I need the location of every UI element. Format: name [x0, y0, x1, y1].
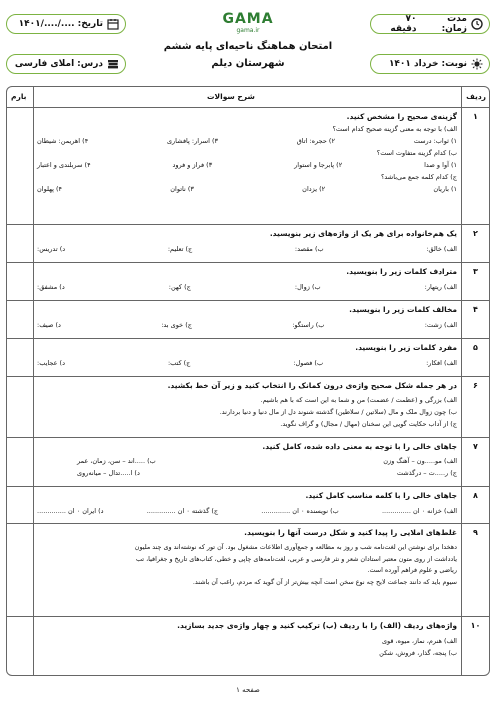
header-score: بارم: [11, 92, 27, 101]
question-title: مترادف کلمات زیر را بنویسید.: [346, 267, 457, 276]
question-title: گزینه‌ی صحیح را مشخص کنید.: [346, 112, 457, 121]
question-number: ۶: [473, 381, 478, 390]
session-label: نوبت:: [441, 59, 467, 69]
question-number: ۹: [473, 528, 478, 537]
question-row: [7, 524, 489, 617]
logo-word: GAMA: [222, 11, 274, 27]
clock-icon: [471, 18, 483, 30]
paragraph-line: دهخدا برای نوشتن این لغت‌نامه شب و روز به مطالعه و جمع‌آوری اطلاعات مشغول بود. آن تور که نوشته‌اند وی چند ملیون: [134, 543, 457, 551]
question-part: ب) کدام گزینه متفاوت است؟: [376, 149, 457, 157]
paragraph-line: یادداشت از روی متون معتبر استادان شعر و نثر فارسی و عربی، لغت‌نامه‌های چاپی و خطی، کتاب‌های تاریخ و جغرافیا، تب: [136, 554, 457, 563]
city-title: شهرستان دیلم: [211, 58, 285, 69]
option: د) صیف:: [37, 321, 61, 329]
option: د) تدریس:: [37, 245, 66, 253]
option: ۱) باریان: [433, 185, 457, 193]
question-part: ج) کدام کلمه جمع می‌باشد؟: [380, 173, 457, 181]
subject-pill: [6, 54, 126, 74]
question-row: [7, 263, 489, 301]
question-row: [7, 225, 489, 263]
blank-item: الف) مو.....ون – آهنگ وزن: [383, 457, 457, 465]
blank-item: الف) خزانه ۰ ان ..............: [381, 507, 457, 515]
blank-item: ب) نویسنده ۰ ان ..............: [261, 507, 339, 515]
question-title: غلط‌های املایی را پیدا کنید و شکل درست آنها را بنویسید.: [244, 528, 457, 537]
books-icon: [107, 58, 119, 70]
paragraph-line: سیوم باید که دانند جماعت لایح چه نوع سخن است آنچه بیش‌تر از آن گوید که مردم، راغب آن باشند.: [192, 577, 457, 586]
option: ۴) سربلندی و اعتبار: [37, 161, 91, 169]
question-number: ۵: [473, 343, 478, 352]
option: د) مشفق:: [37, 283, 65, 291]
option: ۳) ناتوان: [170, 185, 194, 193]
option: ج) کهن:: [168, 283, 191, 291]
question-number: ۴: [473, 305, 478, 314]
time-label: مدت زمان:: [441, 14, 467, 34]
option: ۲) یزدان: [302, 185, 326, 193]
option: ج) کتب:: [167, 359, 191, 367]
question-row: [7, 108, 489, 225]
question-row: [7, 377, 489, 438]
header-row: ردیف: [466, 92, 486, 101]
option: ج) تعلیم:: [167, 245, 193, 253]
option: ب) راستگو:: [292, 321, 325, 329]
blank-item: ج) گذشته ۰ ان ..............: [146, 507, 219, 515]
question-title: مخالف کلمات زیر را بنویسید.: [349, 305, 457, 314]
word-row: الف) هنرم، نماز، میوه، قوی: [381, 637, 457, 645]
sentence: ج) از آداب حکایت گویی این سخنان (مهال / مجال) و گراف نگوید.: [280, 420, 457, 428]
option: ب) زوال:: [294, 283, 321, 291]
date-label: تاریخ:: [77, 19, 103, 29]
option: ۲) حجره: اتاق: [296, 137, 335, 145]
question-row: [7, 301, 489, 339]
exam-title: امتحان هماهنگ ناحیه‌ای پایه ششم: [163, 41, 333, 52]
session-pill: [370, 54, 490, 74]
option: ب) مقصد:: [294, 245, 324, 253]
option: ۲) پابرجا و استوار: [294, 161, 343, 169]
date-value: ..../..../۱۴۰۱: [18, 19, 75, 29]
question-row: [7, 339, 489, 377]
blank-item: ج) ر.....ت – درگذشت: [396, 469, 457, 477]
table-header: [7, 87, 489, 108]
option: ۴) اهریمن: شیطان: [37, 137, 89, 145]
option: ج) خوی بد:: [161, 321, 192, 329]
option: الف) افکار:: [426, 359, 457, 367]
blank-item: د) ایران ۰ ان ..............: [37, 507, 104, 515]
question-number: ۲: [473, 229, 478, 238]
logo-sub: gama.ir: [236, 27, 260, 34]
paragraph-line: ریاضی و علوم فراهم آورده است.: [367, 566, 457, 574]
question-title: جاهای خالی را با توجه به معنی داده شده، کامل کنید.: [262, 442, 457, 451]
question-row: [7, 438, 489, 487]
blank-item: ب) .....اند – سن، زمان، عمر: [77, 457, 156, 465]
question-number: ۱: [473, 112, 478, 121]
option: ۳) اسرار: پافشاری: [166, 137, 218, 145]
subject-label: درس:: [77, 59, 103, 69]
option: د) عجایب:: [37, 359, 65, 367]
time-pill: [370, 14, 490, 34]
question-number: ۳: [473, 267, 478, 276]
question-number: ۸: [473, 491, 478, 500]
question-number: ۱۰: [470, 621, 481, 630]
option: ب) فصول:: [293, 359, 324, 367]
sentence: ب) چون زوال ملک و مال (سلاتین / سلاطین) گذشته شنوند دل از مال دنیا و دنیا بردارند.: [219, 408, 457, 416]
gama-logo: [213, 12, 283, 36]
option: ۳) فراز و فرود: [172, 161, 213, 169]
question-title: در هر جمله شکل صحیح واژه‌ی درون کمانک را انتخاب کنید و زیر آن خط بکشید.: [167, 381, 457, 390]
option: ۴) پهلوان: [37, 185, 63, 193]
questions-table: [6, 86, 490, 676]
date-pill: [6, 14, 126, 34]
question-number: ۷: [473, 442, 478, 451]
option: ۱) آوا و صدا: [424, 161, 457, 169]
subject-value: املای فارسی: [14, 59, 75, 69]
option: ۱) ثواب: درست: [413, 137, 457, 145]
sentence: الف) بزرگی و (عظمت / عضمت) من و شما به این است که با هم باشیم.: [260, 396, 457, 404]
question-row: [7, 617, 489, 676]
question-title: واژه‌های ردیف (الف) را با ردیف (ب) ترکیب کنید و چهار واژه‌ی جدید بسازید.: [177, 621, 457, 630]
blank-item: د) ا.....تدال – میانه‌روی: [77, 469, 140, 477]
option: الف) زشت:: [424, 321, 457, 329]
question-title: جاهای خالی را با کلمه مناسب کامل کنید.: [305, 491, 457, 500]
header-desc: شرح سوالات: [207, 92, 255, 101]
question-title: مفرد کلمات زیر را بنویسید.: [355, 343, 457, 352]
question-row: [7, 487, 489, 524]
session-value: خرداد ۱۴۰۱: [388, 59, 439, 69]
exam-header: [6, 4, 490, 84]
question-part: الف) با توجه به معنی گزینه صحیح کدام است؟: [332, 125, 457, 133]
word-row: ب) پنجه، گذار، فروش، شکن: [379, 649, 457, 657]
calendar-icon: [107, 18, 119, 30]
option: الف) ریتهار:: [424, 283, 457, 291]
question-title: یک هم‌خانواده برای هر یک از واژه‌های زیر بنویسید.: [269, 229, 457, 238]
page-number: صفحه ۱: [236, 686, 260, 694]
option: الف) خالق:: [426, 245, 457, 253]
time-value: ۷۰ دقیقه: [390, 14, 417, 34]
sun-icon: [471, 58, 483, 70]
